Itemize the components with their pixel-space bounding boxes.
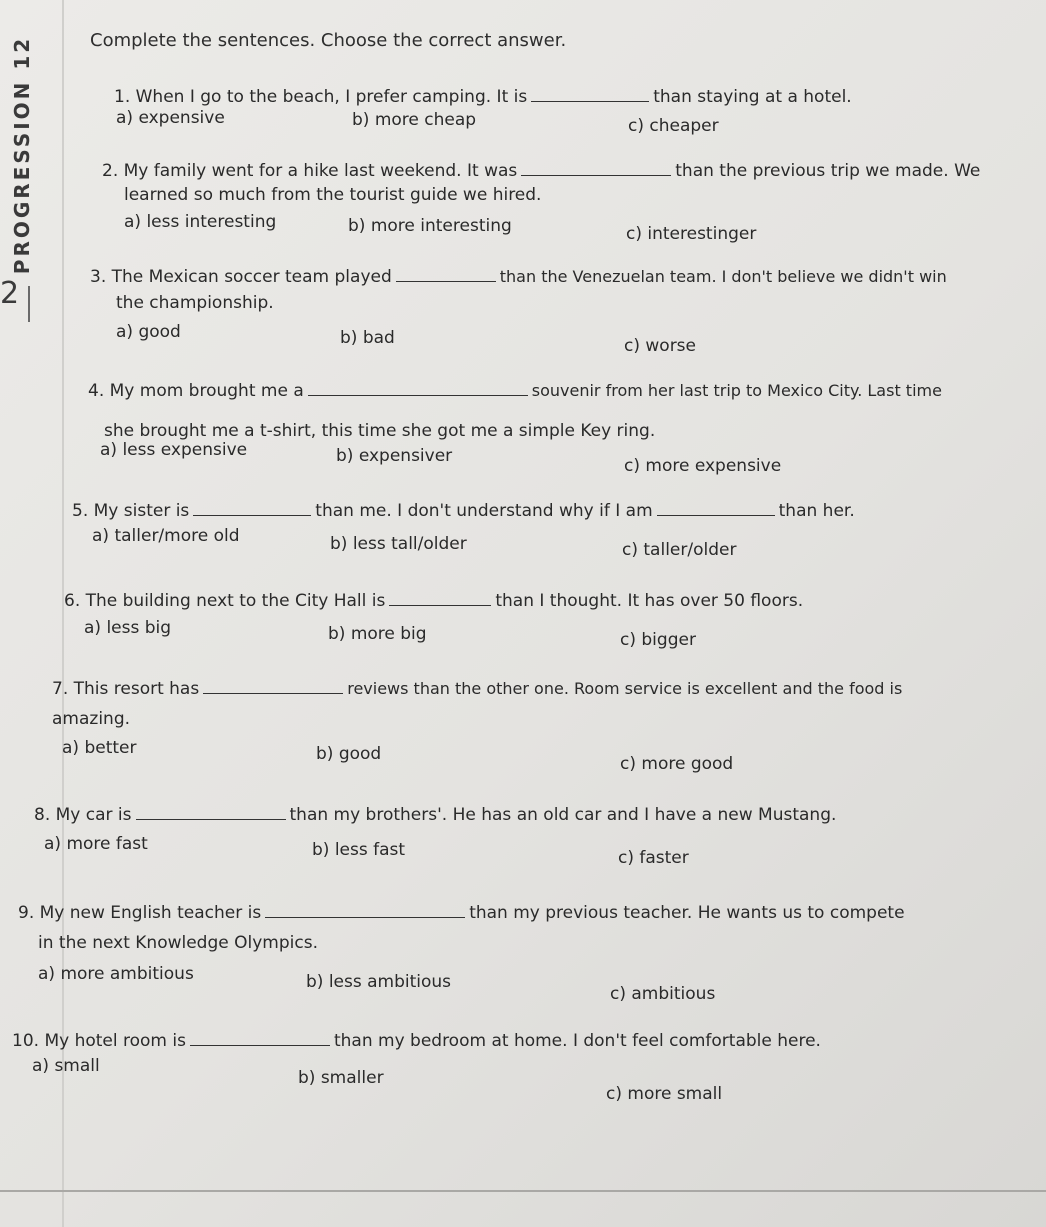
- option-b[interactable]: b) bad: [340, 328, 395, 348]
- side-label: [2, 35, 42, 275]
- question-3: [90, 266, 947, 288]
- option-b[interactable]: b) more cheap: [352, 110, 477, 130]
- option-c[interactable]: c) worse: [624, 336, 696, 356]
- option-b[interactable]: b) more big: [328, 624, 427, 644]
- question-text: than my previous teacher. He wants us to compete: [469, 903, 905, 923]
- instruction: Complete the sentences. Choose the correct answer.: [90, 30, 567, 51]
- option-b[interactable]: b) good: [316, 744, 382, 764]
- option-a[interactable]: a) less expensive: [100, 440, 248, 460]
- question-text: 2. My family went for a hike last weekend. It was: [102, 161, 518, 181]
- option-a[interactable]: a) taller/more old: [92, 526, 240, 546]
- question-text: reviews than the other one. Room service is excellent and the food is: [347, 679, 903, 698]
- option-c[interactable]: c) more small: [606, 1084, 723, 1104]
- question-4: [88, 380, 942, 402]
- question-text: 7. This resort has: [52, 679, 200, 699]
- answer-blank[interactable]: [521, 161, 671, 176]
- question-6: [64, 590, 803, 612]
- question-text: souvenir from her last trip to Mexico City. Last time: [531, 381, 942, 400]
- question-9-line-2: in the next Knowledge Olympics.: [38, 933, 318, 953]
- option-a[interactable]: a) more ambitious: [38, 964, 194, 984]
- question-text: than staying at a hotel.: [653, 87, 852, 107]
- question-text: than I thought. It has over 50 floors.: [495, 591, 804, 611]
- side-mark: 2: [0, 276, 20, 311]
- question-text: 10. My hotel room is: [12, 1031, 186, 1051]
- question-text: 8. My car is: [34, 805, 132, 825]
- option-c[interactable]: c) more expensive: [624, 456, 782, 476]
- question-text: 9. My new English teacher is: [18, 903, 262, 923]
- option-c[interactable]: c) cheaper: [628, 116, 719, 136]
- answer-blank[interactable]: [389, 591, 491, 606]
- answer-blank[interactable]: [265, 903, 465, 918]
- question-4-line-2: she brought me a t-shirt, this time she got me a simple Key ring.: [104, 421, 656, 441]
- option-a[interactable]: a) less interesting: [124, 212, 277, 232]
- question-5: [72, 500, 855, 522]
- option-b[interactable]: b) less ambitious: [306, 972, 452, 992]
- option-c[interactable]: c) taller/older: [622, 540, 737, 560]
- side-tab-line: [28, 286, 30, 322]
- question-7-line-2: amazing.: [52, 709, 131, 729]
- question-text: than the Venezuelan team. I don't believe we didn't win: [499, 267, 947, 286]
- option-b[interactable]: b) less fast: [312, 840, 406, 860]
- question-2-line-2: learned so much from the tourist guide we hired.: [124, 185, 542, 205]
- option-a[interactable]: a) good: [116, 322, 181, 342]
- option-c[interactable]: c) more good: [620, 754, 734, 774]
- option-c[interactable]: c) interestinger: [626, 224, 757, 244]
- option-b[interactable]: b) smaller: [298, 1068, 384, 1088]
- question-2: [102, 160, 980, 182]
- option-a[interactable]: a) less big: [84, 618, 172, 638]
- answer-blank[interactable]: [531, 87, 649, 102]
- question-8: [34, 804, 836, 826]
- question-text: than my bedroom at home. I don't feel comfortable here.: [333, 1031, 821, 1051]
- question-3-line-2: the championship.: [116, 293, 274, 313]
- option-b[interactable]: b) expensiver: [336, 446, 453, 466]
- option-c[interactable]: c) ambitious: [610, 984, 716, 1004]
- question-7: [52, 678, 902, 700]
- option-a[interactable]: a) better: [62, 738, 137, 758]
- question-text: than me. I don't understand why if I am: [315, 501, 653, 521]
- option-a[interactable]: a) more fast: [44, 834, 148, 854]
- question-1: [114, 86, 852, 108]
- option-c[interactable]: c) bigger: [620, 630, 696, 650]
- answer-blank[interactable]: [308, 381, 528, 396]
- question-text: than her.: [778, 501, 855, 521]
- side-label-text: PROGRESSION 12: [10, 35, 34, 275]
- answer-blank[interactable]: [193, 501, 311, 516]
- answer-blank[interactable]: [190, 1031, 330, 1046]
- answer-blank[interactable]: [396, 267, 496, 282]
- option-a[interactable]: a) expensive: [116, 108, 225, 128]
- answer-blank[interactable]: [203, 679, 343, 694]
- option-a[interactable]: a) small: [32, 1056, 100, 1076]
- question-text: 4. My mom brought me a: [88, 381, 304, 401]
- option-c[interactable]: c) faster: [618, 848, 689, 868]
- question-text: 6. The building next to the City Hall is: [64, 591, 386, 611]
- question-text: 3. The Mexican soccer team played: [90, 267, 392, 287]
- bottom-rule: [0, 1190, 1046, 1192]
- question-9: [18, 902, 905, 924]
- option-b[interactable]: b) less tall/older: [330, 534, 467, 554]
- question-text: 5. My sister is: [72, 501, 190, 521]
- question-text: than my brothers'. He has an old car and I have a new Mustang.: [289, 805, 837, 825]
- question-10: [12, 1030, 821, 1052]
- answer-blank[interactable]: [657, 501, 775, 516]
- question-text: 1. When I go to the beach, I prefer camping. It is: [114, 87, 528, 107]
- question-text: than the previous trip we made. We: [675, 161, 981, 181]
- option-b[interactable]: b) more interesting: [348, 216, 512, 236]
- answer-blank[interactable]: [136, 805, 286, 820]
